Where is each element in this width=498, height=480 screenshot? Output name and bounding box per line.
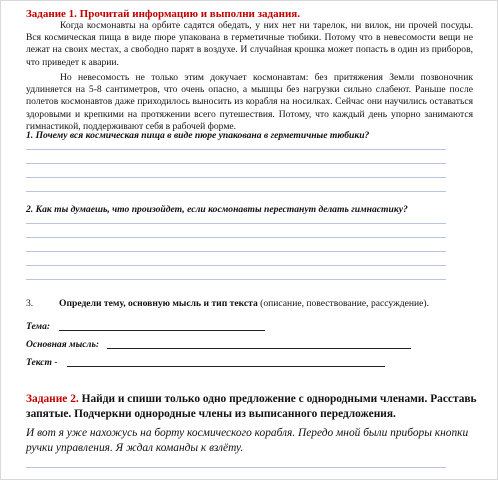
answer-line[interactable] xyxy=(26,279,446,280)
field-main-idea-label: Основная мысль: xyxy=(26,339,100,350)
answer-line[interactable] xyxy=(26,265,446,266)
question-1: 1. Почему вся космическая пища в виде пюре упакована в герметичные тюбики? xyxy=(26,130,370,141)
answer-line[interactable] xyxy=(26,163,446,164)
task1-title: Задание 1. Прочитай информацию и выполни задания. xyxy=(26,8,300,20)
task1-paragraph-2: Но невесомость не только этим докучает космонавтам: без притяжения Земли позвоночник удлиняется на 5-8 сантиметров, что очень опасно, а мышцы без нагрузки сильно слабеют. Раньше после полетов космонавтов даже приходилось выносить из корабля на носилках. Сейчас они научились оставаться здоровыми и крепкими на протяжении всего путешествия. Потому, что каждый день упорно занимаются гимнастикой, поддерживают себя в рабочей форме. xyxy=(26,72,473,132)
answer-line[interactable] xyxy=(26,223,446,224)
answer-line[interactable] xyxy=(26,467,446,468)
question-2: 2. Как ты думаешь, что произойдет, если космонавты перестанут делать гимнастику? xyxy=(26,204,408,215)
main-idea-answer-line[interactable] xyxy=(107,348,411,349)
answer-line[interactable] xyxy=(26,149,446,150)
field-text-type-label: Текст - xyxy=(26,357,58,368)
theme-answer-line[interactable] xyxy=(59,330,265,331)
text-type-answer-line[interactable] xyxy=(67,366,385,367)
field-theme-label: Тема: xyxy=(26,321,51,332)
answer-line[interactable] xyxy=(26,251,446,252)
answer-line[interactable] xyxy=(26,191,446,192)
answer-line[interactable] xyxy=(26,237,446,238)
task2-instruction: Задание 2. Найди и спиши только одно предложение с однородными членами. Расставь запятые. Подчеркни однородные члены из выписанного передложения. xyxy=(26,393,477,420)
answer-line[interactable] xyxy=(26,177,446,178)
question-3-number: 3. xyxy=(26,298,34,309)
task1-paragraph-1: Когда космонавты на орбите садятся обедать, у них нет ни тарелок, ни вилок, ни прочей посуды. Вся космическая пища в виде пюре упакована в герметичные тюбики. Потому что в невесомости вещи не лежат на своих местах, а свободно парят в воздухе. И случайная крошка может попасть в один из приборов, что приведет к аварии. xyxy=(26,20,473,68)
task2-example-text: И вот я уже нахожусь на борту космического корабля. Передо мной были приборы кнопки ручки управления. Я ждал команды к взлёту. xyxy=(26,427,469,454)
question-3: Определи тему, основную мысль и тип текста (описание, повествование, рассуждение). xyxy=(59,298,429,309)
